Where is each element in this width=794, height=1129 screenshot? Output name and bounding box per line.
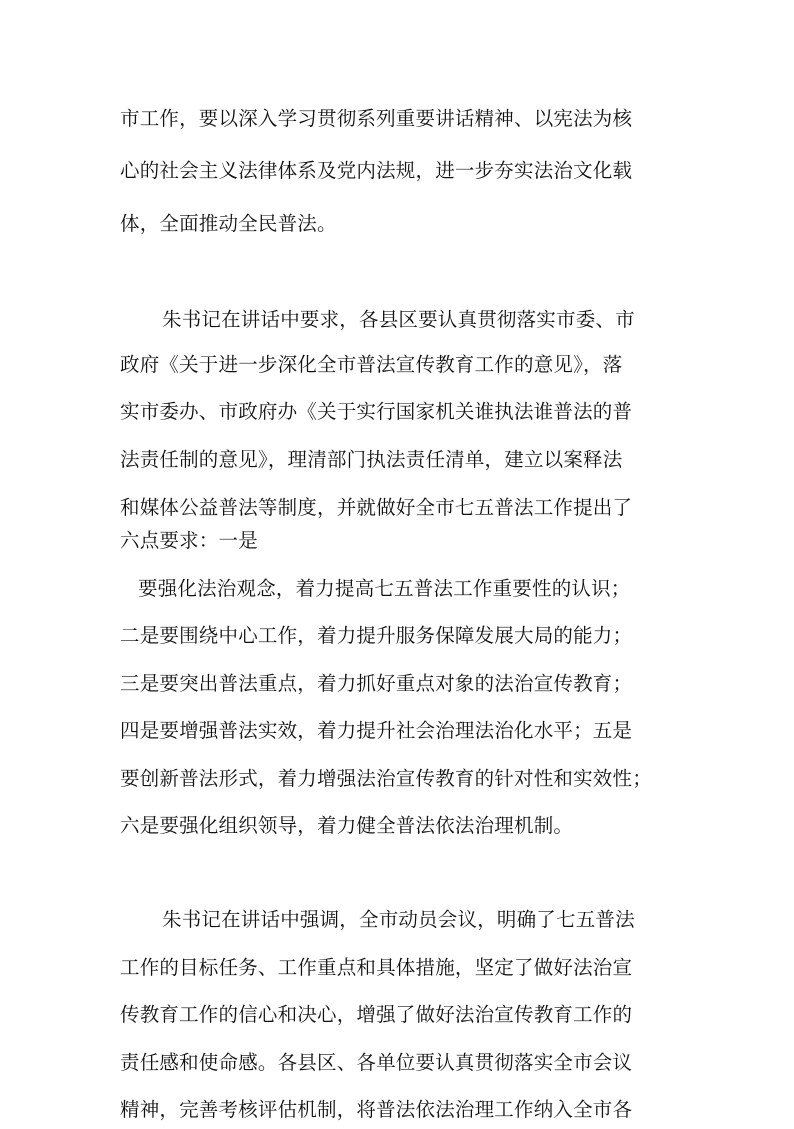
text-line: 要创新普法形式，着力增强法治宣传教育的针对性和实效性； [120,767,652,790]
text-line: 和媒体公益普法等制度，并就做好全市七五普法工作提出了 [120,496,633,519]
text-line: 二是要围绕中心工作，着力提升服务保障发展大局的能力； [120,624,633,647]
text-line: 六是要强化组织领导，着力健全普法依法治理机制。 [120,814,574,837]
text-line: 实市委办、市政府办《关于实行国家机关谁执法谁普法的普 [120,400,633,423]
text-line: 体，全面推动全民普法。 [120,212,337,235]
text-line: 六点要求：一是 [120,529,258,552]
text-line: 朱书记在讲话中强调，全市动员会议，明确了七五普法 [162,908,635,931]
text-line: 政府《关于进一步深化全市普法宣传教育工作的意见》，落 [120,353,623,376]
text-line: 市工作，要以深入学习贯彻系列重要讲话精神、以宪法为核 [120,107,633,130]
text-line: 四是要增强普法实效，着力提升社会治理法治化水平；五是 [120,719,633,742]
text-line: 法责任制的意见》，理清部门执法责任清单，建立以案释法 [120,448,623,471]
text-line: 要强化法治观念，着力提高七五普法工作重要性的认识； [138,577,631,600]
text-line: 心的社会主义法律体系及党内法规，进一步夯实法治文化载 [120,159,633,182]
text-line: 传教育工作的信心和决心，增强了做好法治宣传教育工作的 [120,1003,633,1026]
text-line: 三是要突出普法重点，着力抓好重点对象的法治宣传教育； [120,672,633,695]
text-line: 精神，完善考核评估机制，将普法依法治理工作纳入全市各 [120,1098,633,1121]
text-line: 责任感和使命感。各县区、各单位要认真贯彻落实全市会议 [120,1051,633,1074]
text-line: 工作的目标任务、工作重点和具体措施，坚定了做好法治宣 [120,956,633,979]
text-line: 朱书记在讲话中要求，各县区要认真贯彻落实市委、市 [162,308,635,331]
